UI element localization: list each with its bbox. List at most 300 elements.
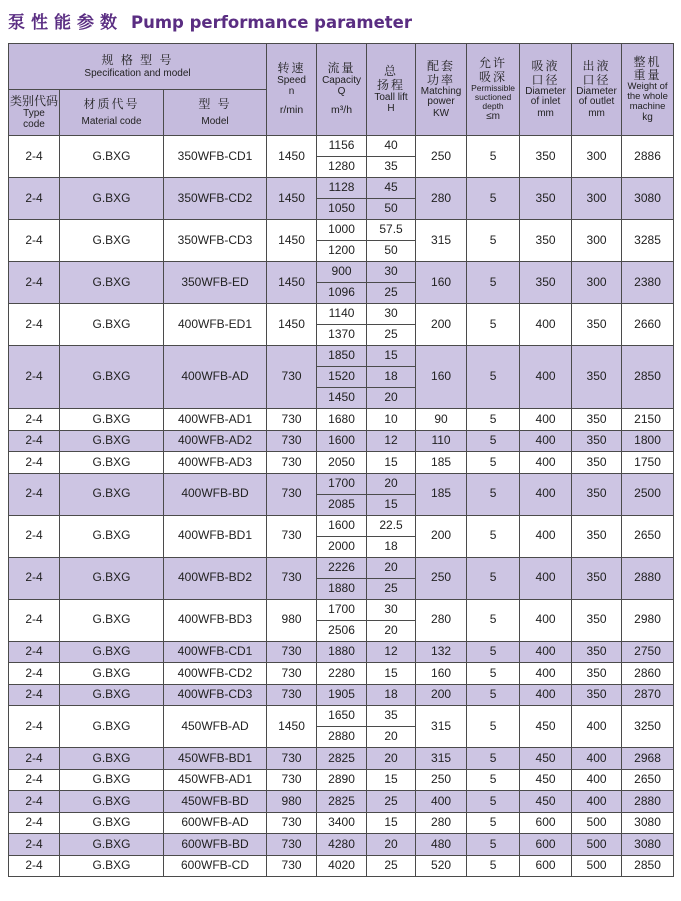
capacity-cell: 1156: [317, 136, 367, 157]
power-cell: 250: [416, 557, 467, 599]
speed-cell: 730: [267, 515, 317, 557]
title-zh: 泵性能参数: [8, 13, 123, 33]
head-cell: 20: [367, 834, 416, 856]
material-cell: G.BXG: [60, 791, 164, 813]
type-code-cell: 2-4: [9, 641, 60, 663]
table-row: [9, 262, 674, 283]
table-row: [9, 346, 674, 367]
header-power: 配套 功率 Matching power KW: [416, 44, 467, 136]
material-cell: G.BXG: [60, 748, 164, 770]
head-cell: 35: [367, 157, 416, 178]
head-cell: 25: [367, 325, 416, 346]
power-cell: 480: [416, 834, 467, 856]
inlet-cell: 400: [520, 641, 572, 663]
capacity-cell: 1140: [317, 304, 367, 325]
capacity-cell: 2085: [317, 494, 367, 515]
inlet-cell: 450: [520, 769, 572, 791]
speed-cell: 980: [267, 791, 317, 813]
speed-cell: 730: [267, 834, 317, 856]
outlet-cell: 500: [572, 812, 622, 834]
weight-cell: 2968: [622, 748, 674, 770]
capacity-cell: 1680: [317, 409, 367, 431]
power-cell: 315: [416, 220, 467, 262]
suction-cell: 5: [467, 220, 520, 262]
header-model: 型 号 Model: [164, 90, 267, 136]
inlet-cell: 350: [520, 178, 572, 220]
capacity-cell: 1200: [317, 241, 367, 262]
weight-cell: 2500: [622, 473, 674, 515]
power-cell: 280: [416, 599, 467, 641]
head-cell: 50: [367, 199, 416, 220]
model-cell: 400WFB-CD1: [164, 641, 267, 663]
outlet-cell: 350: [572, 304, 622, 346]
model-cell: 400WFB-BD2: [164, 557, 267, 599]
inlet-cell: 350: [520, 262, 572, 304]
header-type-code: 类别代码 Type code: [9, 90, 60, 136]
table-row: [9, 220, 674, 241]
suction-cell: 5: [467, 748, 520, 770]
model-cell: 400WFB-ED1: [164, 304, 267, 346]
weight-cell: 2850: [622, 855, 674, 877]
inlet-cell: 400: [520, 557, 572, 599]
head-cell: 18: [367, 536, 416, 557]
head-cell: 25: [367, 855, 416, 877]
model-cell: 400WFB-AD3: [164, 452, 267, 474]
capacity-cell: 2825: [317, 748, 367, 770]
outlet-cell: 400: [572, 748, 622, 770]
head-cell: 20: [367, 557, 416, 578]
material-cell: G.BXG: [60, 430, 164, 452]
capacity-cell: 1600: [317, 515, 367, 536]
suction-cell: 5: [467, 409, 520, 431]
inlet-cell: 400: [520, 304, 572, 346]
table-row: [9, 663, 674, 685]
power-cell: 280: [416, 178, 467, 220]
weight-cell: 2880: [622, 557, 674, 599]
model-cell: 450WFB-BD1: [164, 748, 267, 770]
table-row: [9, 515, 674, 536]
table-row: [9, 769, 674, 791]
weight-cell: 2650: [622, 769, 674, 791]
material-cell: G.BXG: [60, 834, 164, 856]
outlet-cell: 350: [572, 684, 622, 706]
capacity-cell: 2825: [317, 791, 367, 813]
material-cell: G.BXG: [60, 641, 164, 663]
material-cell: G.BXG: [60, 452, 164, 474]
inlet-cell: 400: [520, 663, 572, 685]
material-cell: G.BXG: [60, 178, 164, 220]
material-cell: G.BXG: [60, 557, 164, 599]
type-code-cell: 2-4: [9, 452, 60, 474]
model-cell: 350WFB-ED: [164, 262, 267, 304]
table-row: [9, 855, 674, 877]
head-cell: 18: [367, 684, 416, 706]
outlet-cell: 400: [572, 791, 622, 813]
speed-cell: 730: [267, 452, 317, 474]
type-code-cell: 2-4: [9, 136, 60, 178]
suction-cell: 5: [467, 430, 520, 452]
material-cell: G.BXG: [60, 262, 164, 304]
head-cell: 25: [367, 791, 416, 813]
head-cell: 20: [367, 620, 416, 641]
type-code-cell: 2-4: [9, 178, 60, 220]
header-inlet: 吸液 口径 Diameter of inlet mm: [520, 44, 572, 136]
outlet-cell: 350: [572, 452, 622, 474]
speed-cell: 1450: [267, 262, 317, 304]
power-cell: 250: [416, 769, 467, 791]
capacity-cell: 1880: [317, 578, 367, 599]
speed-cell: 730: [267, 663, 317, 685]
model-cell: 600WFB-AD: [164, 812, 267, 834]
head-cell: 57.5: [367, 220, 416, 241]
model-cell: 400WFB-AD2: [164, 430, 267, 452]
weight-cell: 2980: [622, 599, 674, 641]
suction-cell: 5: [467, 834, 520, 856]
speed-cell: 730: [267, 409, 317, 431]
weight-cell: 1800: [622, 430, 674, 452]
capacity-cell: 2000: [317, 536, 367, 557]
inlet-cell: 400: [520, 515, 572, 557]
material-cell: G.BXG: [60, 220, 164, 262]
inlet-cell: 400: [520, 346, 572, 409]
head-cell: 30: [367, 262, 416, 283]
model-cell: 450WFB-AD1: [164, 769, 267, 791]
suction-cell: 5: [467, 769, 520, 791]
inlet-cell: 400: [520, 409, 572, 431]
speed-cell: 1450: [267, 706, 317, 748]
head-cell: 12: [367, 641, 416, 663]
type-code-cell: 2-4: [9, 262, 60, 304]
power-cell: 200: [416, 684, 467, 706]
model-cell: 350WFB-CD2: [164, 178, 267, 220]
head-cell: 12: [367, 430, 416, 452]
inlet-cell: 400: [520, 430, 572, 452]
power-cell: 110: [416, 430, 467, 452]
outlet-cell: 350: [572, 599, 622, 641]
type-code-cell: 2-4: [9, 748, 60, 770]
suction-cell: 5: [467, 663, 520, 685]
inlet-cell: 450: [520, 748, 572, 770]
table-row: [9, 706, 674, 727]
weight-cell: 3250: [622, 706, 674, 748]
table-row: [9, 304, 674, 325]
inlet-cell: 600: [520, 834, 572, 856]
type-code-cell: 2-4: [9, 834, 60, 856]
head-cell: 30: [367, 304, 416, 325]
header-suction: 允许 吸深 Permissible suctioned depth ≤m: [467, 44, 520, 136]
weight-cell: 2150: [622, 409, 674, 431]
inlet-cell: 450: [520, 706, 572, 748]
head-cell: 18: [367, 367, 416, 388]
table-row: [9, 812, 674, 834]
inlet-cell: 400: [520, 452, 572, 474]
outlet-cell: 350: [572, 430, 622, 452]
weight-cell: 2750: [622, 641, 674, 663]
capacity-cell: 4020: [317, 855, 367, 877]
outlet-cell: 350: [572, 409, 622, 431]
type-code-cell: 2-4: [9, 769, 60, 791]
capacity-cell: 3400: [317, 812, 367, 834]
material-cell: G.BXG: [60, 769, 164, 791]
table-row: [9, 452, 674, 474]
page-title: [8, 8, 412, 33]
suction-cell: 5: [467, 684, 520, 706]
power-cell: 185: [416, 452, 467, 474]
material-cell: G.BXG: [60, 304, 164, 346]
head-cell: 15: [367, 812, 416, 834]
capacity-cell: 1280: [317, 157, 367, 178]
material-cell: G.BXG: [60, 706, 164, 748]
speed-cell: 730: [267, 473, 317, 515]
speed-cell: 1450: [267, 178, 317, 220]
type-code-cell: 2-4: [9, 791, 60, 813]
table-row: [9, 136, 674, 157]
suction-cell: 5: [467, 304, 520, 346]
header-speed: 转速 Speed n r/min: [267, 44, 317, 136]
type-code-cell: 2-4: [9, 684, 60, 706]
inlet-cell: 350: [520, 136, 572, 178]
model-cell: 600WFB-BD: [164, 834, 267, 856]
outlet-cell: 350: [572, 557, 622, 599]
suction-cell: 5: [467, 452, 520, 474]
speed-cell: 730: [267, 684, 317, 706]
inlet-cell: 600: [520, 812, 572, 834]
type-code-cell: 2-4: [9, 557, 60, 599]
capacity-cell: 2226: [317, 557, 367, 578]
power-cell: 315: [416, 748, 467, 770]
head-cell: 20: [367, 727, 416, 748]
table-row: [9, 834, 674, 856]
power-cell: 90: [416, 409, 467, 431]
model-cell: 600WFB-CD: [164, 855, 267, 877]
table-row: [9, 473, 674, 494]
inlet-cell: 400: [520, 473, 572, 515]
capacity-cell: 1850: [317, 346, 367, 367]
table-row: [9, 791, 674, 813]
capacity-cell: 1600: [317, 430, 367, 452]
head-cell: 15: [367, 346, 416, 367]
outlet-cell: 300: [572, 262, 622, 304]
header-spec: 规 格 型 号 Specification and model: [9, 44, 267, 90]
model-cell: 350WFB-CD1: [164, 136, 267, 178]
outlet-cell: 400: [572, 769, 622, 791]
suction-cell: 5: [467, 855, 520, 877]
inlet-cell: 400: [520, 599, 572, 641]
head-cell: 20: [367, 388, 416, 409]
type-code-cell: 2-4: [9, 430, 60, 452]
suction-cell: 5: [467, 136, 520, 178]
speed-cell: 1450: [267, 136, 317, 178]
capacity-cell: 1700: [317, 599, 367, 620]
weight-cell: 3080: [622, 834, 674, 856]
weight-cell: 2880: [622, 791, 674, 813]
power-cell: 200: [416, 304, 467, 346]
speed-cell: 730: [267, 769, 317, 791]
table-body: [9, 136, 674, 877]
capacity-cell: 4280: [317, 834, 367, 856]
type-code-cell: 2-4: [9, 812, 60, 834]
outlet-cell: 300: [572, 136, 622, 178]
model-cell: 400WFB-BD: [164, 473, 267, 515]
power-cell: 400: [416, 791, 467, 813]
head-cell: 15: [367, 452, 416, 474]
weight-cell: 3080: [622, 178, 674, 220]
header-capacity: 流量 Capacity Q m³/h: [317, 44, 367, 136]
weight-cell: 2860: [622, 663, 674, 685]
inlet-cell: 600: [520, 855, 572, 877]
suction-cell: 5: [467, 791, 520, 813]
suction-cell: 5: [467, 178, 520, 220]
material-cell: G.BXG: [60, 515, 164, 557]
model-cell: 400WFB-CD3: [164, 684, 267, 706]
material-cell: G.BXG: [60, 663, 164, 685]
capacity-cell: 1096: [317, 283, 367, 304]
outlet-cell: 350: [572, 346, 622, 409]
outlet-cell: 300: [572, 220, 622, 262]
head-cell: 22.5: [367, 515, 416, 536]
outlet-cell: 500: [572, 855, 622, 877]
head-cell: 25: [367, 283, 416, 304]
outlet-cell: 350: [572, 641, 622, 663]
power-cell: 280: [416, 812, 467, 834]
model-cell: 450WFB-AD: [164, 706, 267, 748]
capacity-cell: 1450: [317, 388, 367, 409]
suction-cell: 5: [467, 262, 520, 304]
material-cell: G.BXG: [60, 812, 164, 834]
speed-cell: 730: [267, 346, 317, 409]
model-cell: 400WFB-AD1: [164, 409, 267, 431]
head-cell: 50: [367, 241, 416, 262]
power-cell: 160: [416, 346, 467, 409]
type-code-cell: 2-4: [9, 409, 60, 431]
suction-cell: 5: [467, 515, 520, 557]
head-cell: 10: [367, 409, 416, 431]
suction-cell: 5: [467, 473, 520, 515]
head-cell: 15: [367, 663, 416, 685]
material-cell: G.BXG: [60, 684, 164, 706]
table-row: [9, 557, 674, 578]
capacity-cell: 2280: [317, 663, 367, 685]
head-cell: 45: [367, 178, 416, 199]
table-row: [9, 599, 674, 620]
suction-cell: 5: [467, 599, 520, 641]
material-cell: G.BXG: [60, 346, 164, 409]
power-cell: 185: [416, 473, 467, 515]
power-cell: 132: [416, 641, 467, 663]
speed-cell: 730: [267, 855, 317, 877]
head-cell: 40: [367, 136, 416, 157]
power-cell: 520: [416, 855, 467, 877]
head-cell: 30: [367, 599, 416, 620]
weight-cell: 2886: [622, 136, 674, 178]
model-cell: 400WFB-BD1: [164, 515, 267, 557]
inlet-cell: 400: [520, 684, 572, 706]
speed-cell: 980: [267, 599, 317, 641]
speed-cell: 1450: [267, 220, 317, 262]
head-cell: 20: [367, 748, 416, 770]
head-cell: 15: [367, 494, 416, 515]
title-en: Pump performance parameter: [131, 13, 412, 32]
outlet-cell: 350: [572, 515, 622, 557]
type-code-cell: 2-4: [9, 473, 60, 515]
power-cell: 250: [416, 136, 467, 178]
weight-cell: 2850: [622, 346, 674, 409]
capacity-cell: 1000: [317, 220, 367, 241]
model-cell: 400WFB-CD2: [164, 663, 267, 685]
head-cell: 20: [367, 473, 416, 494]
model-cell: 450WFB-BD: [164, 791, 267, 813]
capacity-cell: 1050: [317, 199, 367, 220]
suction-cell: 5: [467, 557, 520, 599]
outlet-cell: 350: [572, 663, 622, 685]
capacity-cell: 2880: [317, 727, 367, 748]
material-cell: G.BXG: [60, 599, 164, 641]
material-cell: G.BXG: [60, 473, 164, 515]
weight-cell: 2380: [622, 262, 674, 304]
capacity-cell: 1128: [317, 178, 367, 199]
table-row: [9, 748, 674, 770]
suction-cell: 5: [467, 812, 520, 834]
header-outlet: 出液 口径 Diameter of outlet mm: [572, 44, 622, 136]
power-cell: 160: [416, 663, 467, 685]
capacity-cell: 1905: [317, 684, 367, 706]
speed-cell: 730: [267, 557, 317, 599]
suction-cell: 5: [467, 706, 520, 748]
outlet-cell: 350: [572, 473, 622, 515]
table-row: [9, 178, 674, 199]
inlet-cell: 450: [520, 791, 572, 813]
weight-cell: 3285: [622, 220, 674, 262]
table-row: [9, 684, 674, 706]
material-cell: G.BXG: [60, 136, 164, 178]
header-head: 总 扬程 Toall lift H: [367, 44, 416, 136]
outlet-cell: 300: [572, 178, 622, 220]
header-weight: 整机 重量 Weight of the whole machine kg: [622, 44, 674, 136]
type-code-cell: 2-4: [9, 304, 60, 346]
suction-cell: 5: [467, 641, 520, 663]
speed-cell: 730: [267, 641, 317, 663]
type-code-cell: 2-4: [9, 663, 60, 685]
type-code-cell: 2-4: [9, 706, 60, 748]
table-row: [9, 409, 674, 431]
speed-cell: 730: [267, 748, 317, 770]
weight-cell: 3080: [622, 812, 674, 834]
weight-cell: 1750: [622, 452, 674, 474]
speed-cell: 1450: [267, 304, 317, 346]
power-cell: 160: [416, 262, 467, 304]
type-code-cell: 2-4: [9, 346, 60, 409]
type-code-cell: 2-4: [9, 515, 60, 557]
model-cell: 350WFB-CD3: [164, 220, 267, 262]
weight-cell: 2660: [622, 304, 674, 346]
outlet-cell: 500: [572, 834, 622, 856]
type-code-cell: 2-4: [9, 220, 60, 262]
performance-table: [8, 43, 674, 877]
weight-cell: 2650: [622, 515, 674, 557]
material-cell: G.BXG: [60, 855, 164, 877]
head-cell: 35: [367, 706, 416, 727]
capacity-cell: 1700: [317, 473, 367, 494]
speed-cell: 730: [267, 812, 317, 834]
outlet-cell: 400: [572, 706, 622, 748]
capacity-cell: 1370: [317, 325, 367, 346]
inlet-cell: 350: [520, 220, 572, 262]
capacity-cell: 2050: [317, 452, 367, 474]
power-cell: 200: [416, 515, 467, 557]
model-cell: 400WFB-BD3: [164, 599, 267, 641]
suction-cell: 5: [467, 346, 520, 409]
weight-cell: 2870: [622, 684, 674, 706]
